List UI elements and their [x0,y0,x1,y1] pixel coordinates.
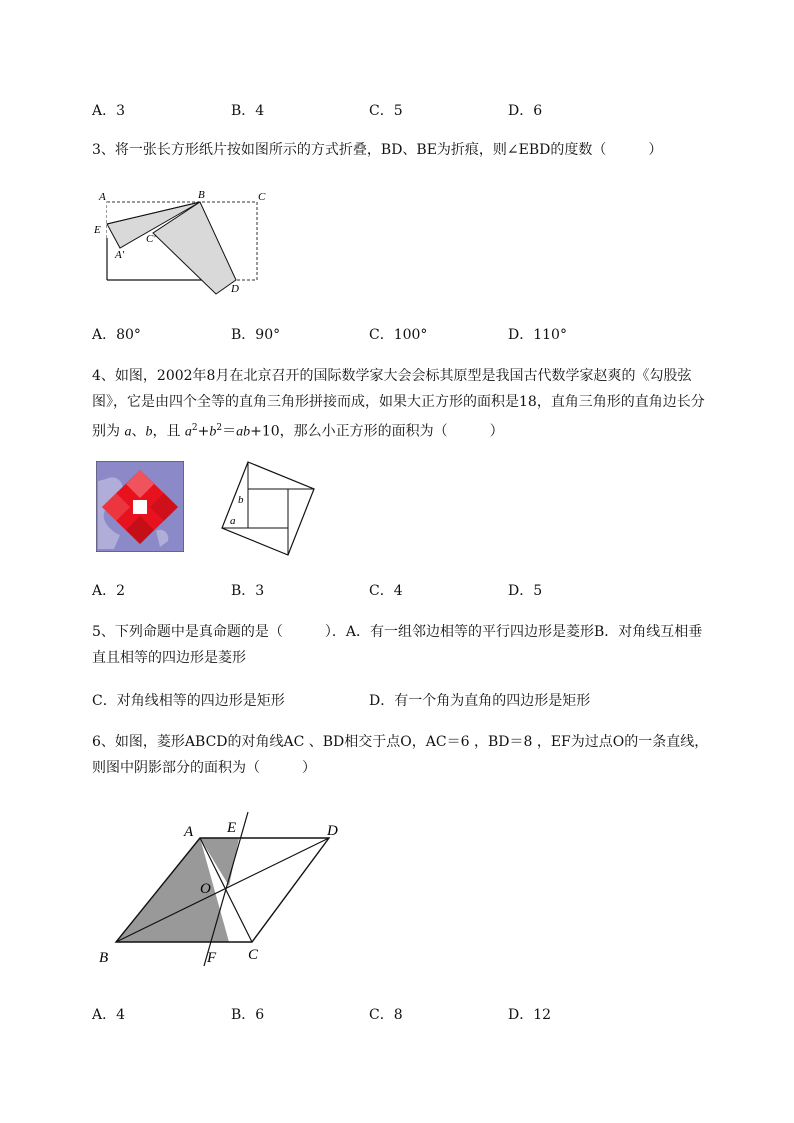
q3-option-c[interactable]: C．100° [369,327,428,343]
q6-question-line-1: 6、如图，菱形ABCD的对角线AC 、BD相交于点O，AC＝6 ，BD＝8 ，EF为过点O的一条直线， [92,734,709,750]
q6-option-b[interactable]: B．6 [231,1007,265,1023]
q6-label-f: F [207,950,217,966]
congress-logo-image [96,461,184,552]
q2-option-a[interactable]: A．3 [92,103,126,119]
q6-rhombus-figure [94,810,354,970]
q6-label-d: D [327,823,338,839]
q4-options [92,580,752,600]
q3-label-c: C [258,191,266,203]
q6-option-a[interactable]: A．4 [92,1007,126,1023]
q3-label-e: E [94,224,101,236]
q2-option-b[interactable]: B．4 [231,103,265,119]
q4-option-d[interactable]: D．5 [508,583,543,599]
q5-question-line-1: 5、下列命题中是真命题的是（ ）．A．有一组邻边相等的平行四边形是菱形B．对角线互相垂 [92,624,703,640]
q3-options [92,324,752,344]
q4-question-line-3: 别为 a、b，且 $a^2+b^2=ab+10$，那么小正方形的面积为（ ） [92,423,504,440]
q5-option-d[interactable]: D．有一个角为直角的四边形是矩形 [369,693,591,709]
q4-option-b[interactable]: B．3 [231,583,265,599]
q3-folding-figure [88,186,278,298]
q4-pythagoras-figure [216,458,320,558]
q5-options [92,690,752,710]
q2-option-c[interactable]: C．5 [369,103,403,119]
q3-question: 3、将一张长方形纸片按如图所示的方式折叠，BD、BE为折痕，则∠EBD的度数（ ） [92,142,663,158]
q3-label-c-prime: C′ [146,233,156,245]
q6-label-b: B [99,950,109,966]
q6-option-d[interactable]: D．12 [508,1007,552,1023]
q3-option-d[interactable]: D．110° [508,327,567,343]
q4-label-b: b [238,494,244,506]
q6-option-c[interactable]: C．8 [369,1007,403,1023]
q2-options [92,100,752,120]
q3-option-a[interactable]: A．80° [92,327,141,343]
q6-options [92,1004,752,1024]
q5-option-c[interactable]: C．对角线相等的四边形是矩形 [92,693,285,709]
q2-option-d[interactable]: D．6 [508,103,543,119]
q4-label-a: a [230,515,236,527]
q5-question-line-2: 直且相等的四边形是菱形 [92,650,246,666]
q6-label-e: E [227,820,237,836]
q3-label-b: B [198,189,205,201]
q4-question-line-1: 4、如图，2002年8月在北京召开的国际数学家大会会标其原型是我国古代数学家赵爽的《勾股弦 [92,368,692,384]
q3-label-a: A [99,191,106,203]
q6-label-a: A [184,824,194,840]
q6-question-line-2: 则图中阴影部分的面积为（ ） [92,760,316,776]
q3-label-a-prime: A′ [115,249,125,261]
q4-question-line-2: 图》，它是由四个全等的直角三角形拼接而成，如果大正方形的面积是18，直角三角形的直角边长分 [92,394,705,410]
q4-option-c[interactable]: C．4 [369,583,403,599]
q6-label-c: C [248,947,259,963]
q3-option-b[interactable]: B．90° [231,327,281,343]
q6-label-o: O [200,881,211,897]
q3-label-d: D [231,283,239,295]
q4-option-a[interactable]: A．2 [92,583,126,599]
